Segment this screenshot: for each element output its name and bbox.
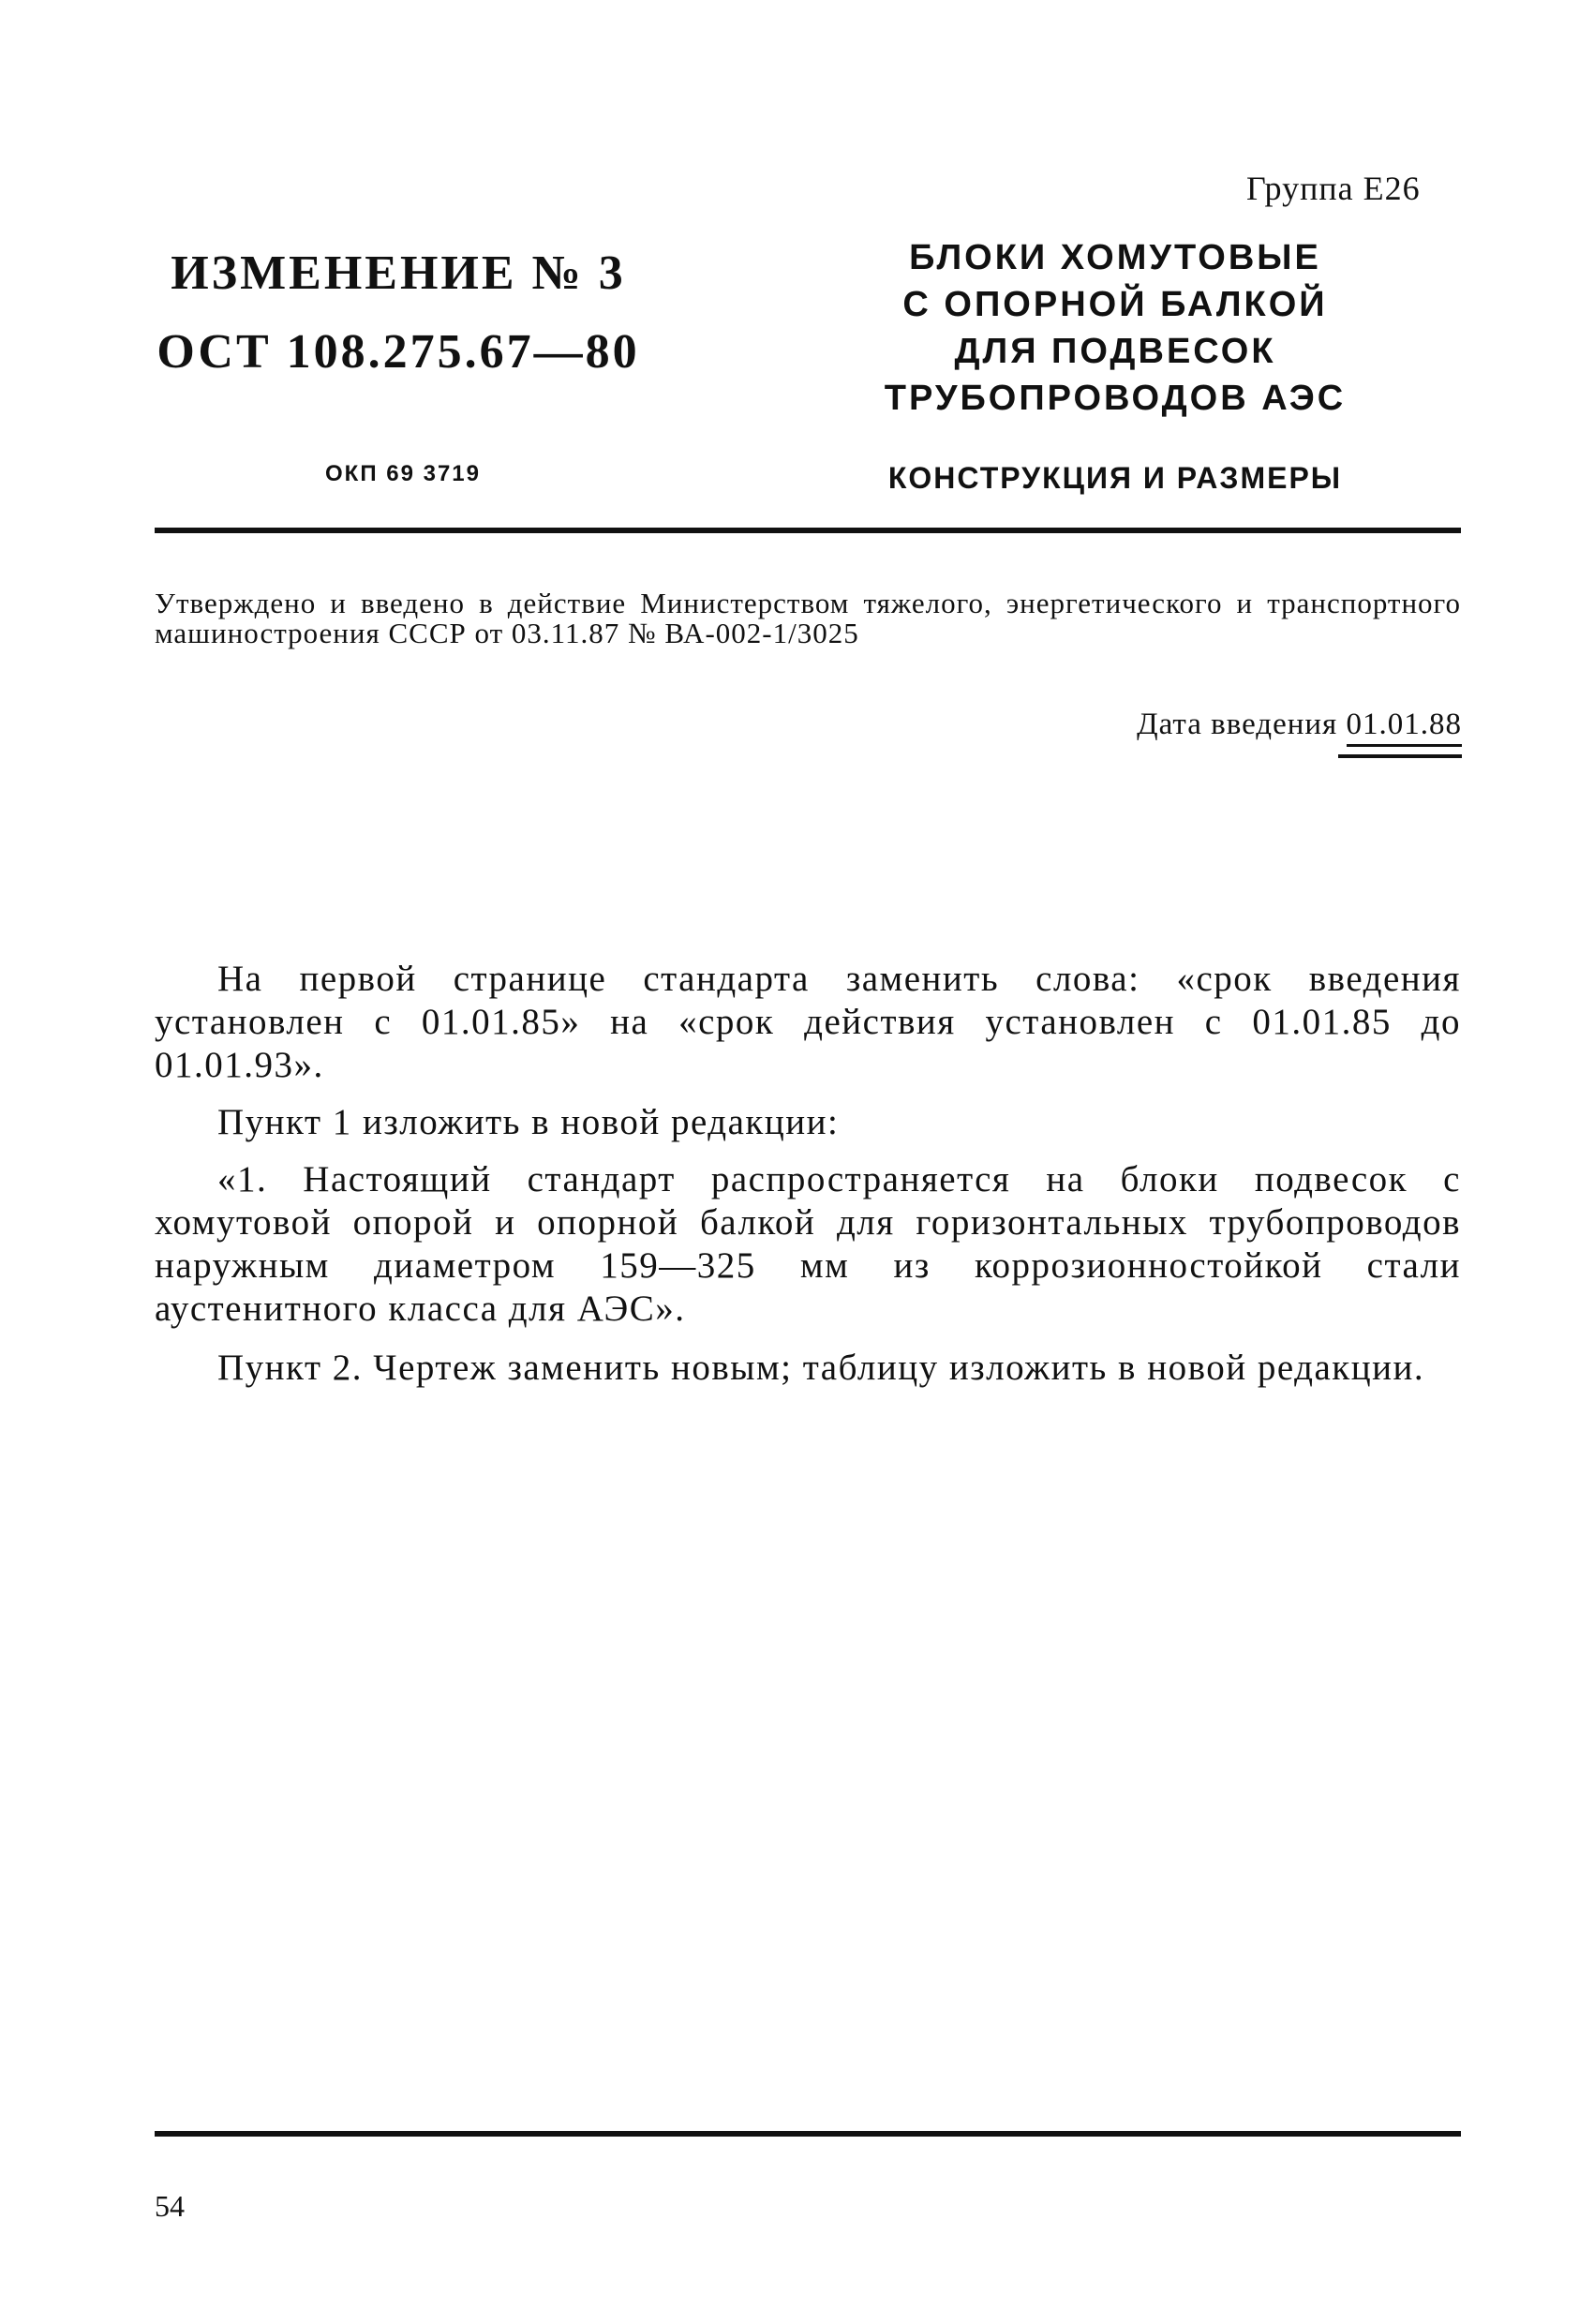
- change-notice-title: [155, 234, 642, 392]
- standard-number: ОСТ 108.275.67—80: [156, 325, 640, 379]
- page-number: 54: [155, 2189, 185, 2223]
- title-line: С ОПОРНОЙ БАЛКОЙ: [902, 285, 1328, 324]
- title-line: ТРУБОПРОВОДОВ АЭС: [884, 379, 1347, 418]
- effective-date-value: 01.01.88: [1347, 708, 1463, 747]
- body-paragraph: Пункт 1 изложить в новой редакции:: [217, 1102, 840, 1142]
- effective-date-label: Дата введения: [1137, 708, 1338, 741]
- approval-statement: Утверждено и введено в действие Министерством тяжелого, энергетического и транспортного машиностроения СССР от 03.11.87 № ВА-002-1/3025: [155, 587, 1461, 649]
- body-paragraph: Пункт 2. Чертеж заменить новым; таблицу изложить в новой редакции.: [217, 1348, 1425, 1388]
- title-line: ДЛЯ ПОДВЕСОК: [954, 332, 1276, 371]
- header-divider: [155, 528, 1461, 533]
- footer-divider: [155, 2131, 1461, 2137]
- body-paragraph: «1. Настоящий стандарт распространяется на блоки подвесок с хомутовой опорой и опорной балкой для горизонтальных трубопроводов наружным диаметром 159—325 мм из коррозионностойкой стали аустенитного класса для АЭС».: [155, 1159, 1461, 1329]
- group-label: Группа Е26: [1246, 170, 1421, 207]
- okp-code: ОКП 69 3719: [325, 461, 481, 486]
- date-underline: [1338, 754, 1462, 758]
- effective-date: [1040, 708, 1462, 747]
- body-paragraph: На первой странице стандарта заменить слова: «срок введения установлен с 01.01.85» на «срок действия установлен с 01.01.85 до 01.01.93».: [155, 959, 1461, 1085]
- change-number: ИЗМЕНЕНИЕ № 3: [171, 246, 626, 300]
- standard-subtitle: КОНСТРУКЦИЯ И РАЗМЕРЫ: [887, 461, 1343, 495]
- standard-title: [815, 234, 1415, 422]
- title-line: БЛОКИ ХОМУТОВЫЕ: [909, 238, 1321, 277]
